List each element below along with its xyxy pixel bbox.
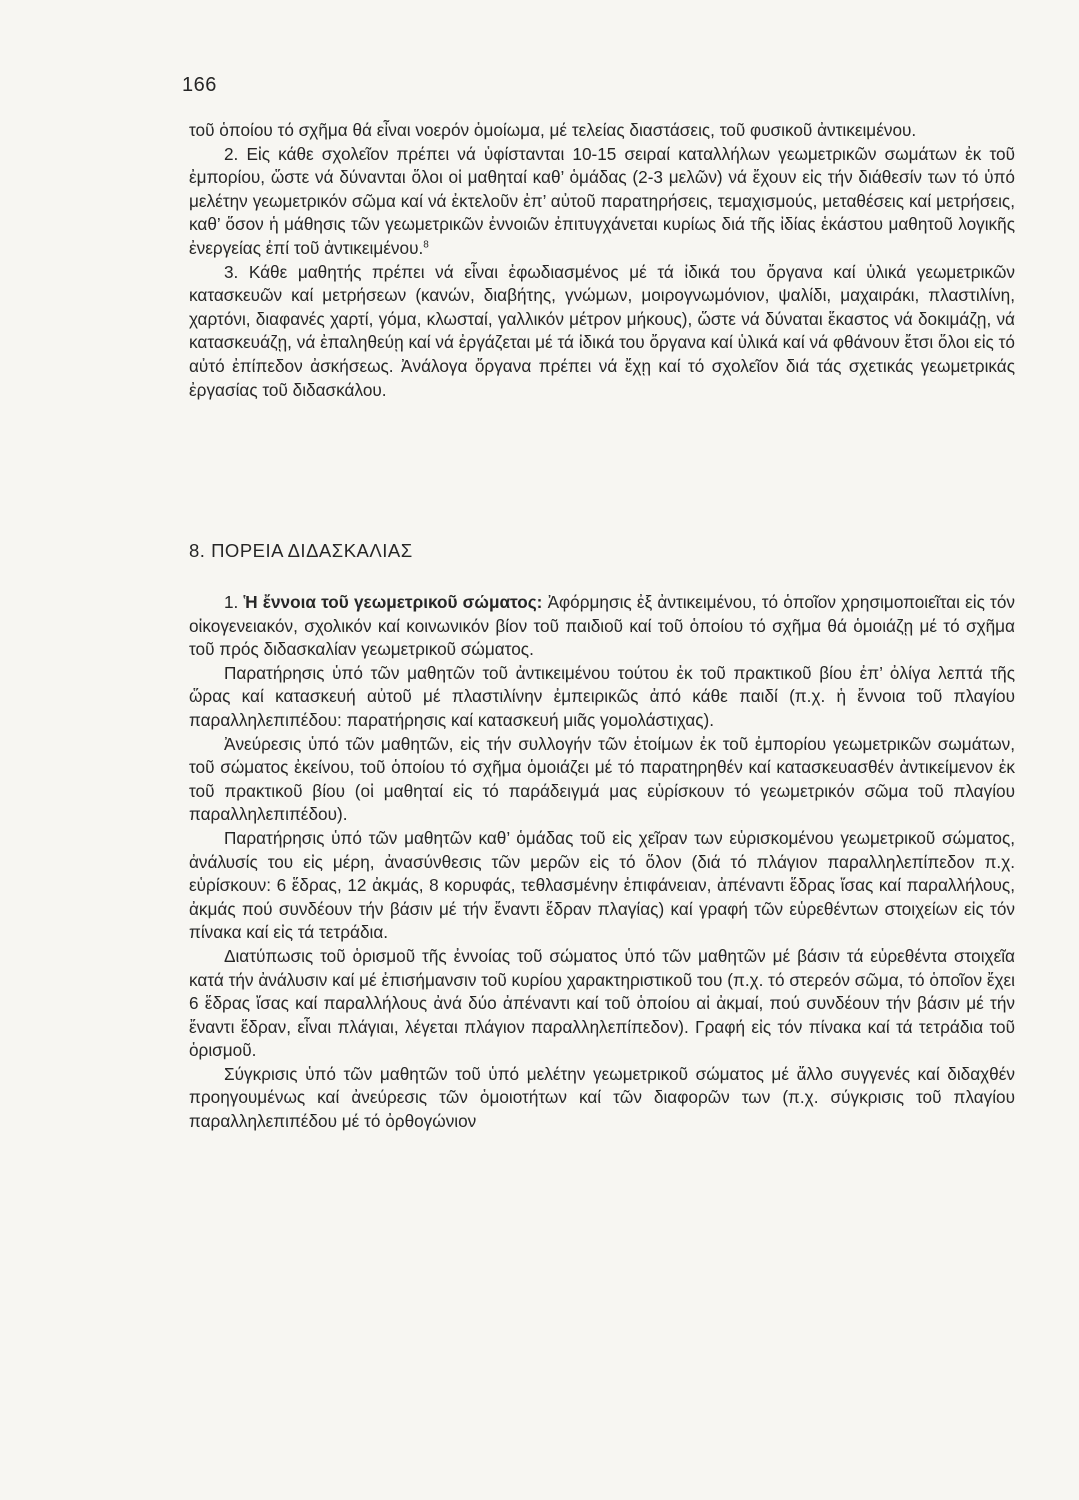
paragraph-text: 2. Εἰς κάθε σχολεῖον πρέπει νά ὑφίστανται 10-15 σειραί καταλλήλων γεωμετρικῶν σωμάτων ἐκ τοῦ ἐμπορίου, ὥστε νά δύνανται ὅλοι οἱ μαθηταί καθ’ ὁμάδας (2-3 μελῶν) νά ἔχουν εἰς τήν διάθεσίν των τό ὑπό μελέτην γεωμετρικόν σῶμα καί νά ἐκτελοῦν ἐπ’ αὐτοῦ παρατηρήσεις, τεμαχισμούς, μεταθέσεις καί μετρήσεις, καθ’ ὅσον ἡ μάθησις τῶν γεωμετρικῶν ἐννοιῶν ἐπιτυγχάνεται κυρίως διά τῆς ἰδίας ἑκάστου μαθητοῦ λογικῆς ἐνεργείας ἐπί τοῦ ἀντικειμένου. [189, 143, 1015, 258]
section-paragraph-group-observation: Παρατήρησις ὑπό τῶν μαθητῶν καθ’ ὁμάδας τοῦ εἰς χεῖραν των εὑρισκομένου γεωμετρικοῦ σώματος, ἀνάλυσίς του εἰς μέρη, ἀνασύνθεσις τῶν μερῶν εἰς τό ὅλον (διά τό πλάγιον παραλληλεπίπεδον π.χ. εὑρίσκουν: 6 ἕδρας, 12 ἀκμάς, 8 κορυφάς, τεθλασμένην ἐπιφάνειαν, ἀπέναντι ἕδρας ἴσας καί παραλλήλους, ἀκμάς πού συνδέουν τήν βάσιν μέ τήν ἔναντι ἕδραν πλαγίας) καί γραφή τῶν εὑρεθέντων στοιχείων εἰς τόν πίνακα καί εἰς τά τετράδια. [189, 827, 1015, 943]
page-number: 166 [182, 74, 217, 96]
section-intro-text: Ἀφόρμησις ἐξ ἀντικειμένου, τό ὁποῖον χρησιμοποιεῖται εἰς τόν οἰκογενειακόν, σχολικόν καί κοινωνικόν βίον τοῦ παιδιοῦ καί τοῦ ὁποίου τό σχῆμα θά ὁμοιάζῃ μέ τό σχῆμα τοῦ πρός διδασκαλίαν γεωμετρικοῦ σώματος. [189, 592, 1015, 660]
paragraph-item-2 [189, 143, 1015, 261]
section-heading: 8. ΠΟΡΕΙΑ ΔΙΔΑΣΚΑΛΙΑΣ [189, 540, 413, 561]
section-text-block [189, 591, 1015, 1134]
paragraph-item-3: 3. Κάθε μαθητής πρέπει νά εἶναι ἐφωδιασμένος μέ τά ἰδικά του ὄργανα καί ὑλικά γεωμετρικῶν κατασκευῶν καί μετρήσεων (κανών, διαβήτης, γνώμων, μοιρογνωμόνιον, ψαλίδι, μαχαιράκι, πλαστιλίνη, χαρτόνι, διαφανές χαρτί, γόμα, κλωσταί, γαλλικόν μέτρον μήκους), ὥστε νά δύναται ἕκαστος νά δοκιμάζῃ, νά κατασκευάζῃ, νά ἐπαληθεύῃ καί νά ἐργάζεται μέ τά ἰδικά του ὄργανα καί ὑλικά καί νά φθάνουν ἔτσι ὅλοι εἰς τό αὐτό ἐπίπεδον ἀσκήσεως. Ἀνάλογα ὄργανα πρέπει νά ἔχῃ καί τό σχολεῖον διά τάς σχετικάς γεωμετρικάς ἐργασίας τοῦ διδασκάλου. [189, 261, 1015, 400]
section-paragraph-observation: Παρατήρησις ὑπό τῶν μαθητῶν τοῦ ἀντικειμένου τούτου ἐκ τοῦ πρακτικοῦ βίου ἐπ’ ὀλίγα λεπτά τῆς ὥρας καί κατασκευή αὐτοῦ μέ πλαστιλίνην ἐμπειρικῶς ἀπό κάθε παιδί (π.χ. ἡ ἔννοια τοῦ πλαγίου παραλληλεπιπέδου: παρατήρησις καί κατασκευή μιᾶς γομολάστιχας). [189, 662, 1015, 730]
section-paragraph-discovery: Ἀνεύρεσις ὑπό τῶν μαθητῶν, εἰς τήν συλλογήν τῶν ἑτοίμων ἐκ τοῦ ἐμπορίου γεωμετρικῶν σωμάτων, τοῦ σώματος ἐκείνου, τοῦ ὁποίου τό σχῆμα ὁμοιάζει μέ τό παρατηρηθέν καί κατασκευασθέν ἀντικείμενον ἐκ τοῦ πρακτικοῦ βίου (οἱ μαθηταί εἰς τό παράδειγμά μας εὑρίσκουν τό γεωμετρικόν σῶμα τοῦ πλαγίου παραλληλεπιπέδου). [189, 733, 1015, 825]
section-intro-paragraph [189, 591, 1015, 662]
top-text-block [189, 119, 1015, 402]
section-paragraph-definition: Διατύπωσις τοῦ ὁρισμοῦ τῆς ἐννοίας τοῦ σώματος ὑπό τῶν μαθητῶν μέ βάσιν τά εὑρεθέντα στοιχεῖα κατά τήν ἀνάλυσιν καί μέ ἐπισήμανσιν τοῦ κυρίου χαρακτηριστικοῦ του (π.χ. τό στερεόν σῶμα, τό ὁποῖον ἔχει 6 ἕδρας ἴσας καί παραλλήλους ἀνά δύο ἀπέναντι καί τοῦ ὁποίου αἱ ἀκμαί, πού συνδέουν τήν βάσιν μέ τήν ἔναντι ἕδραν, εἶναι πλάγιαι, λέγεται πλάγιον παραλληλεπίπεδον). Γραφή εἰς τόν πίνακα καί τά τετράδια τοῦ ὁρισμοῦ. [189, 945, 1015, 1061]
paragraph-continuation: τοῦ ὁποίου τό σχῆμα θά εἶναι νοερόν ὁμοίωμα, μέ τελείας διαστάσεις, τοῦ φυσικοῦ ἀντικειμένου. [189, 120, 917, 140]
section-intro-number: 1. [224, 592, 239, 612]
section-paragraph-comparison: Σύγκρισις ὑπό τῶν μαθητῶν τοῦ ὑπό μελέτην γεωμετρικοῦ σώματος μέ ἄλλο συγγενές καί διδαχθέν προηγουμένως καί ἀνεύρεσις τῶν ὁμοιοτήτων καί τῶν διαφορῶν των (π.χ. σύγκρισις τοῦ πλαγίου παραλληλεπιπέδου μέ τό ὀρθογώνιον [189, 1063, 1015, 1132]
footnote-marker: 8 [423, 239, 429, 251]
section-intro-term: Ἡ ἔννοια τοῦ γεωμετρικοῦ σώματος: [243, 592, 543, 612]
